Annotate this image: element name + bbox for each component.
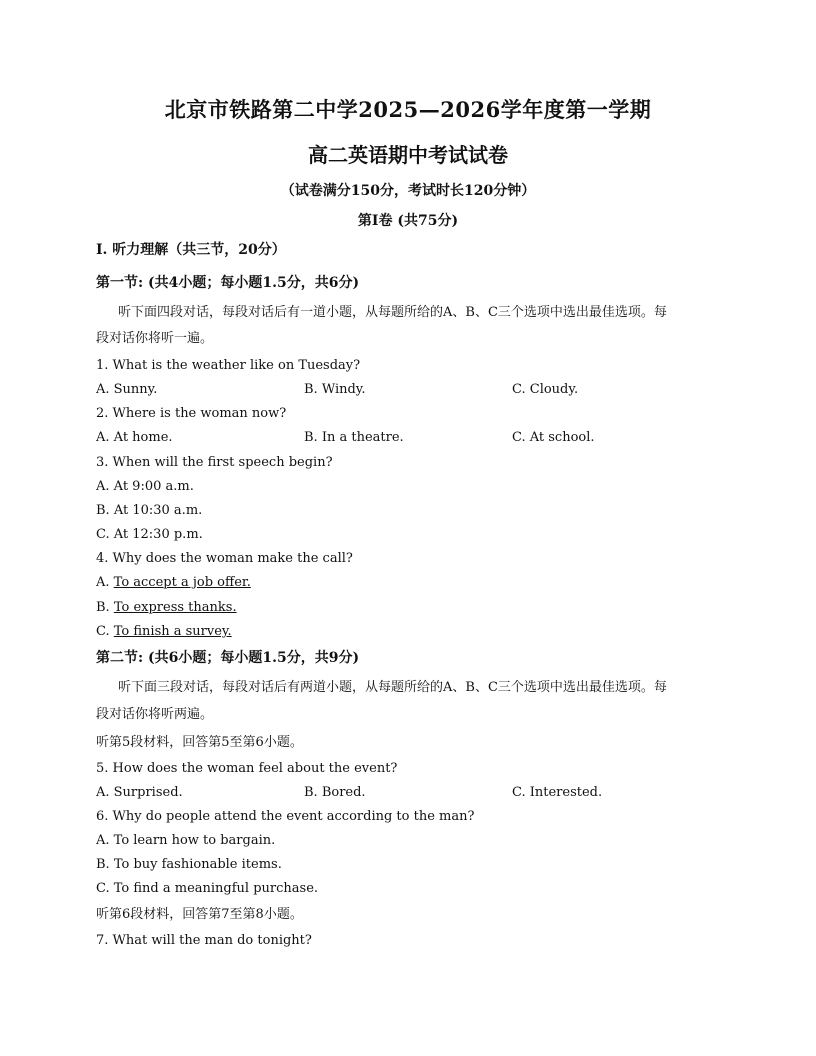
subsection-1-instruction: 听下面四段对话，每段对话后有一道小题，从每题所给的A、B、C三个选项中选出最佳选项。每: [118, 305, 667, 320]
question-6-option-b: B. To buy fashionable items.: [96, 857, 282, 872]
question-5-option-a: A. Surprised.: [96, 785, 183, 800]
question-5-option-b: B. Bored.: [304, 785, 366, 800]
option-letter: A.: [96, 575, 114, 590]
exam-note: （试卷满分150分，考试时长120分钟）: [280, 183, 536, 199]
question-3-option-c: C. At 12:30 p.m.: [96, 527, 203, 542]
question-6-stem: 6. Why do people attend the event according to the man?: [96, 809, 475, 824]
exam-title: 北京市铁路第二中学2025—2026学年度第一学期: [164, 97, 652, 122]
subsection-2-instruction: 听下面三段对话，每段对话后有两道小题，从每题所给的A、B、C三个选项中选出最佳选项。每: [118, 680, 667, 695]
subsection-1-heading: 第一节: (共4小题；每小题1.5分，共6分): [96, 275, 360, 291]
option-letter: B.: [96, 600, 114, 615]
question-4-option-b: [96, 599, 237, 617]
question-5-stem: 5. How does the woman feel about the event?: [96, 761, 398, 776]
question-1-option-a: A. Sunny.: [96, 382, 158, 397]
question-3-option-b: B. At 10:30 a.m.: [96, 503, 203, 518]
question-6-option-c: C. To find a meaningful purchase.: [96, 881, 319, 896]
question-1-option-b: B. Windy.: [304, 382, 366, 397]
question-4-option-c: [96, 623, 232, 641]
exam-subtitle: 高二英语期中考试试卷: [308, 143, 508, 167]
question-2-option-a: A. At home.: [96, 430, 173, 445]
question-3-stem: 3. When will the first speech begin?: [96, 455, 333, 470]
subsection-1-instruction-cont: 段对话你将听一遍。: [96, 331, 214, 346]
question-3-option-a: A. At 9:00 a.m.: [96, 479, 194, 494]
subsection-2-heading: 第二节: (共6小题；每小题1.5分，共9分): [96, 650, 360, 666]
question-4-option-a: [96, 574, 251, 592]
question-5-option-c: C. Interested.: [512, 785, 603, 800]
question-4-stem: 4. Why does the woman make the call?: [96, 551, 353, 566]
question-1-stem: 1. What is the weather like on Tuesday?: [96, 358, 361, 373]
material-5-note: 听第5段材料，回答第5至第6小题。: [96, 735, 303, 750]
question-6-option-a: A. To learn how to bargain.: [96, 833, 276, 848]
section-heading: Ⅰ. 听力理解（共三节，20分）: [96, 242, 286, 258]
question-7-stem: 7. What will the man do tonight?: [96, 933, 312, 948]
option-letter: C.: [96, 624, 114, 639]
option-text: To accept a job offer.: [113, 575, 251, 590]
question-2-option-b: B. In a theatre.: [304, 430, 404, 445]
subsection-2-instruction-cont: 段对话你将听两遍。: [96, 707, 214, 722]
question-1-option-c: C. Cloudy.: [512, 382, 579, 397]
option-text: To finish a survey.: [113, 624, 232, 639]
question-2-stem: 2. Where is the woman now?: [96, 406, 287, 421]
material-6-note: 听第6段材料，回答第7至第8小题。: [96, 907, 303, 922]
part-heading: 第Ⅰ卷 (共75分): [357, 213, 459, 229]
question-2-option-c: C. At school.: [512, 430, 595, 445]
option-text: To express thanks.: [113, 600, 237, 615]
